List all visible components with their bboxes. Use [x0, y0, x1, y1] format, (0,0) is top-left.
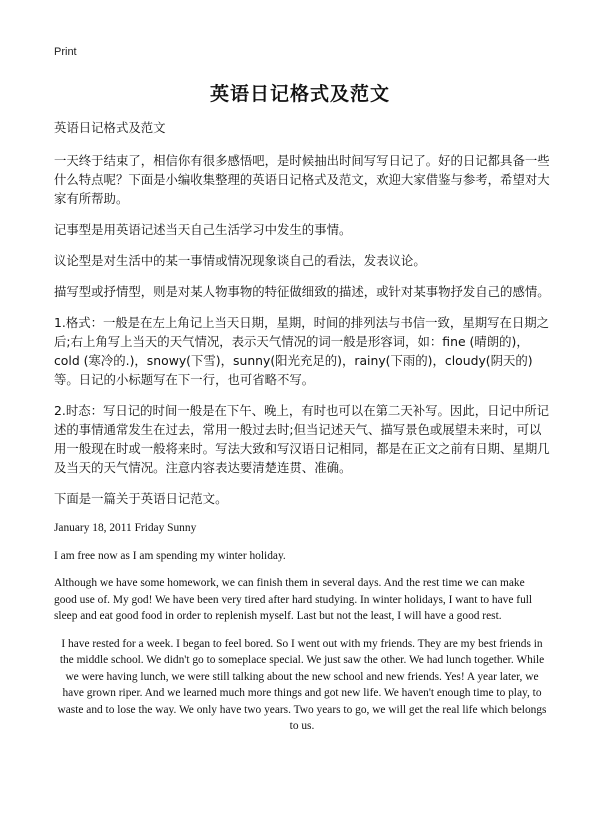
sample-paragraph-2: Although we have some homework, we can finish them in several days. And the rest time we can make good use of. My god! We have been very tired after hard studying. In winter holidays, I want to have full sleep and eat good food in order to replenish myself. Last but not the least, I will have a good rest.: [54, 577, 533, 622]
format-rule-paragraph: 1.格式：一般是在左上角记上当天日期，星期，时间的排列法与书信一致，星期写在日期之后;右上角写上当天的天气情况，表示天气情况的词一般是形容词，如：fine (晴朗的)，cold (寒冷的.)，snowy(下雪)，sunny(阳光充足的)，rainy(下雨的)，cloudy(阴天的)等。日记的小标题写在下一行，也可省略不写。: [54, 315, 550, 387]
record-type-paragraph: 记事型是用英语记述当天自己生活学习中发生的事情。: [54, 222, 352, 237]
argue-type-paragraph: 议论型是对生活中的某一事情或情况现象谈自己的看法，发表议论。: [54, 253, 426, 268]
tense-rule-paragraph: 2.时态：写日记的时间一般是在下午、晚上，有时也可以在第二天补写。因此，日记中所记述的事情通常发生在过去，常用一般过去时;但当记述天气、描写景色或展望未来时，可以用一般现在时或一般将来时。写法大致和写汉语日记相同，都是在正文之前有日期、星期几及当天的天气情况。注意内容表达要清楚连贯、准确。: [54, 403, 550, 475]
page-title: 英语日记格式及范文: [209, 83, 390, 105]
article-subtitle: 英语日记格式及范文: [54, 120, 166, 135]
sample-date-line: January 18, 2011 Friday Sunny: [54, 522, 197, 534]
article-body: [54, 118, 550, 746]
sample-paragraph-3: I have rested for a week. I began to feel bored. So I went out with my friends. They are my best friends in the middle school. We didn't go to someplace special. We just saw the other. We had lunch together. While we were having lunch, we were still talking about the new school and new friends. Yes! A year later, we have grown riper. And we learned much more things and got new life. We haven't enough time to play, to waste and to lose the way. We only have two years. Two years to go, we will get the real life which belongs to us.: [57, 637, 547, 732]
intro-paragraph: 一天终于结束了，相信你有很多感悟吧，是时候抽出时间写写日记了。好的日记都具备一些什么特点呢？下面是小编收集整理的英语日记格式及范文，欢迎大家借鉴与参考，希望对大家有所帮助。: [54, 153, 550, 206]
sample-intro-paragraph: 下面是一篇关于英语日记范文。: [54, 491, 228, 506]
sample-paragraph-1: I am free now as I am spending my winter holiday.: [54, 549, 286, 562]
describe-type-paragraph: 描写型或抒情型，则是对某人物事物的特征做细致的描述，或针对某事物抒发自己的感情。: [54, 284, 550, 299]
print-link[interactable]: Print: [54, 46, 77, 58]
